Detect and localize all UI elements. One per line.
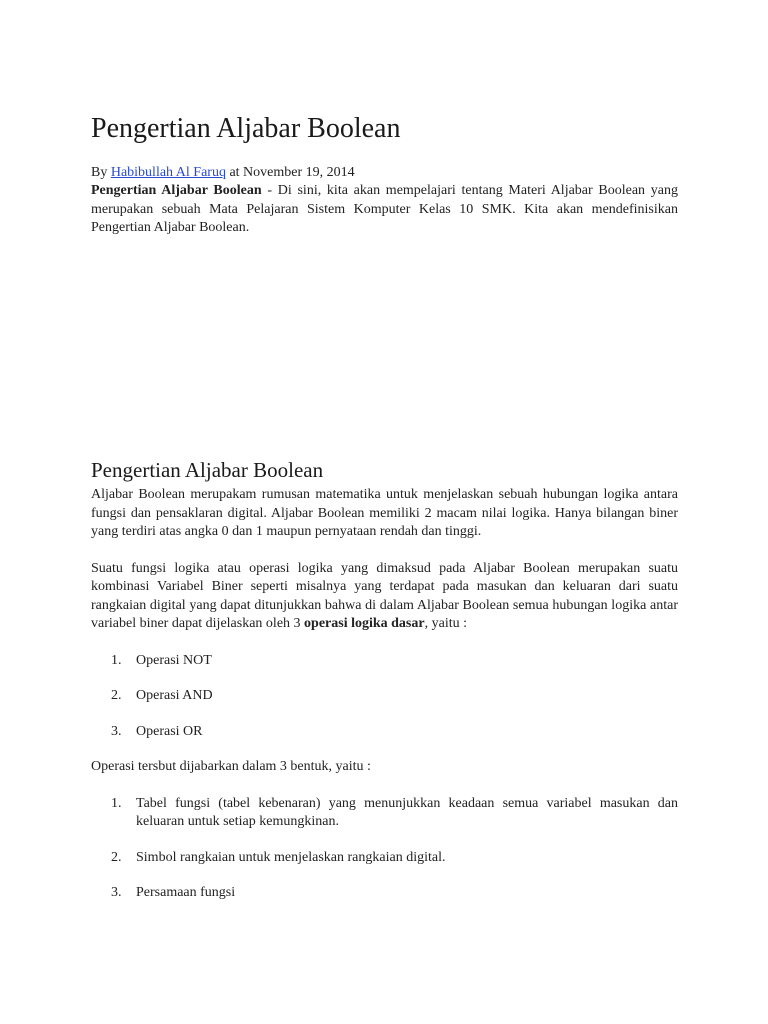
- definition-paragraph: Aljabar Boolean merupakam rumusan matematika untuk menjelaskan sebuah hubungan logika antara fungsi dan pensaklaran digital. Aljabar Boolean memiliki 2 macam nilai logika. Hanya bilangan biner yang terdiri atas angka 0 dan 1 maupun pernyataan rendah dan tinggi.: [91, 487, 678, 539]
- operations-list: [91, 652, 678, 742]
- list-item-text: Persamaan fungsi: [136, 885, 236, 900]
- section-heading: Pengertian Aljabar Boolean: [91, 458, 324, 482]
- list-item: [91, 849, 678, 868]
- list-number: 1.: [111, 795, 122, 811]
- list-item: [91, 795, 678, 832]
- post-date: at November 19, 2014: [229, 165, 355, 180]
- forms-list: [91, 795, 678, 903]
- author-link[interactable]: Habibullah Al Faruq: [110, 165, 226, 180]
- list-number: 2.: [111, 688, 122, 703]
- intro-bold-term: Pengertian Aljabar Boolean: [91, 183, 262, 198]
- list-item-text: Operasi AND: [136, 688, 213, 703]
- list-item: [91, 723, 678, 742]
- list-number: 3.: [111, 885, 122, 900]
- list-number: 3.: [111, 723, 122, 739]
- logic-paragraph-text: Suatu fungsi logika atau operasi logika yang dimaksud pada Aljabar Boolean merupakan suatu kombinasi Variabel Biner seperti misalnya yang terdapat pada masukan dan keluaran dari suatu rangkaian digital yang dapat ditunjukkan bahwa di dalam Aljabar Boolean semua hubungan logika antar variabel biner dapat dijelaskan oleh 3: [91, 560, 678, 631]
- list-item: [91, 687, 678, 706]
- byline: [91, 164, 355, 182]
- forms-intro-paragraph: Operasi tersbut dijabarkan dalam 3 bentuk, yaitu :: [91, 759, 371, 774]
- article-title: Pengertian Aljabar Boolean: [91, 113, 401, 144]
- byline-prefix: By: [91, 165, 108, 180]
- list-item-text: Operasi OR: [136, 723, 203, 739]
- list-number: 1.: [111, 652, 122, 668]
- list-item: [91, 884, 678, 903]
- list-item-text: Tabel fungsi (tabel kebenaran) yang menunjukkan keadaan semua variabel masukan dan keluaran untuk setiap kemungkinan.: [136, 795, 678, 829]
- list-item-text: Simbol rangkaian untuk menjelaskan rangkaian digital.: [136, 849, 446, 865]
- intro-text: - Di sini, kita akan mempelajari tentang Materi Aljabar Boolean yang merupakan sebuah Mata Pelajaran Sistem Komputer Kelas 10 SMK. Kita akan mendefinisikan Pengertian Aljabar Boolean.: [91, 183, 678, 235]
- list-item-text: Operasi NOT: [136, 652, 212, 668]
- logic-paragraph-end: , yaitu :: [424, 616, 467, 631]
- list-item: [91, 652, 678, 671]
- intro-paragraph: [91, 182, 678, 238]
- content-section: [91, 458, 678, 903]
- logic-paragraph: [91, 560, 678, 634]
- list-number: 2.: [111, 849, 122, 865]
- logic-bold-term: operasi logika dasar: [304, 616, 425, 631]
